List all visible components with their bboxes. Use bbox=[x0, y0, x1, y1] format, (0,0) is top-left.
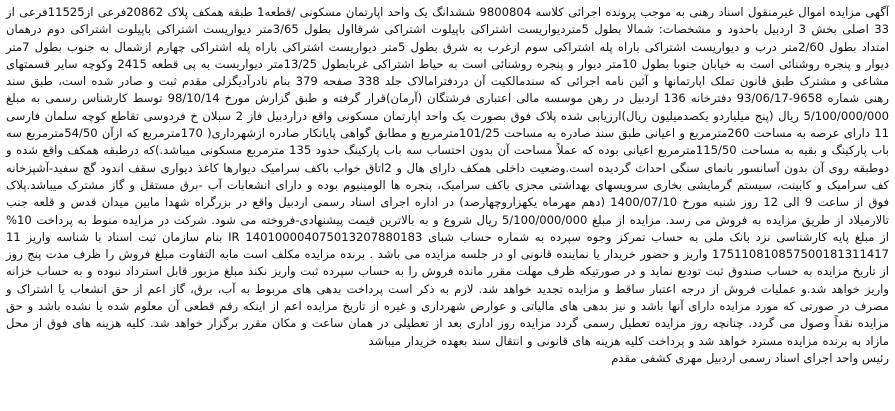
auction-notice-signature: رئیس واحد اجرای اسناد رسمی اردبیل مهری کشفی مقدم bbox=[611, 350, 889, 365]
auction-notice-body: آگهی مزایده اموال غیرمنقول اسناد رهنی به موجب پرونده اجرائی کلاسه 9800804 ششدانگ یک واحد اپارتمان مسکونی /قطعه1 طبقه همکف پلاک 20862فرعی از11525فرعی از 33 اصلی بخش 3 اردبیل باحدود و مشخصات: شمالا بطول 5متردیواریست اشتراکی باپیلوت اشتراکی شرقااول بطول 3/65متر دیواریست اشتراکی باپیلوت اشتراکی دوم درهمان امتداد بطول 2/60متر درب و دیواریست اشتراکی باراه پله اشتراکی سوم ازغرب به شرق بطول 5متر دیواریست اشتراکی باراه پله اشتراکی چهارم ازشمال به جنوب بطول 7متر دیوار و پنجره روشنائی است به خیابان جنوبا بطول 10متر دیوار و پنجره روشنائی است به حیاط اشتراکی غربابطول 13/25متر دیواریست به پی قطعه 2415 وکوچه سایر قسمتهای مشاعی و مشترک طبق قانون تملک اپارتمانها و آئین نامه اجرائی که سندمالکیت آن دردفترامالاک جلد 338 صفحه 379 بنام نادرآدیگزلی مقدم ثبت و صادر شده است، طبق سند رهنی شماره 9658-93/06/17 دفترخانه 136 اردبیل در رهن موسسه مالی اعتباری فرشتگان (آرمان)قرار گرفته و طبق گزارش مورخ 98/10/14 توسط کارشناس رسمی به مبلغ 5/100/000/000 ریال (پنج میلیاردو یکصدمیلیون ریال)ارزیابی شده پلاک فوق بصورت یک واحد اپارتمان مسکونی واقع دراردبیل فاز 2 سبلان خ فردوسی تقاطع کوچه سلمان فارسی 11 دارای عرصه به مساحت 260مترمربع و اعیانی طبق سند صادره به مساحت 101/25مترمربع و مطابق گواهی پایانکار صادره ازشهرداری( 170مترمربع که ازآن 54/50مترمربع سه باب پارکینگ و بقیه به مساحت 115/50مترمربع اعیانی بوده که عملاً مساحت آن بدون احتساب سه باب پارکینگ حدود 135 مترمربع مسکونی میباشد.)که درطبقه همکف واقع شده و دوطبقه روی آن بدون آسانسور بانمای سنگی احداث گردیده است.وضعیت داخلی همکف دارای هال و 2اتاق خواب باکف سرامیک دیوارها کاغذ دیواری سقف اندود گچ سفید-آشپزخانه کف سرامیک و کابینت، سیستم گرمایشی بخاری سرویسهای بهداشتی مجزی باکف سرامیک، پنجره ها الومینیوم بوده و دارای انشعابات آب -برق مستقل و گاز مشترک میباشد.پلاک فوق از ساعت 9 الی 12 روز شنبه مورخ 1400/07/10 (دهم مهرماه یکهزاروچهارصد) در اداره اجرای اسناد رسمی اردبیل واقع در بزرگراه شهدا مابین میدان قدس و قلعه جنب تالارمیلاد از طریق مزایده به فروش می رسد. مزایده از مبلغ 5/100/000/000 ریال شروع و به بالاترین قیمت پیشنهادی-فروخته می شود. شرکت در مزایده منوط به پرداخت 10% از مبلغ پایه کارشناسی نزد بانک ملی به حساب تمرکز وجوه سپرده به شماره حساب شبای 140100004075013207880183 IR بنام سازمان ثبت اسناد با شناسه واریز 11 175110810857500181311417 واریز و حضور خریدار یا نماینده قانونی او در جلسه مزایده می باشد . برنده مزایده مکلف است مابه التفاوت مبلغ فروش را ظرف مدت پنج روز از تاریخ مزایده به حساب صندوق ثبت تودیع نماید و در صورتیکه ظرف مهلت مقرر مانده فروش را به حساب سپرده ثبت واریز نکند مبلغ مزبور قابل استرداد نبوده و به حساب خزانه واریز خواهد شد.و عملیات فروش از درجه اعتبار ساقط و مزایده تجدید خواهد شد. لازم به ذکر است پرداخت بدهی های مربوط به آب، برق، گاز اعم از حق انشعاب یا اشتراک و مصرف در صورتی که مورد مزایده دارای آنها باشد و نیز بدهی های مالیاتی و عوارض شهرداری و غیره از تاریخ مزایده اعم از اینکه رقم قطعی آن معلوم شده یا نشده باشد و حق مزایده نقداً وصول می گردد. چنانچه روز مزایده تعطیل رسمی گردد مزایده روز اداری بعد از تعطیلی در همان ساعت و مکان مقرر برگزار خواهد شد. کلیه هزینه های فوق از محل مازاد به برنده مزایده مسترد خواهد شد و پرداخت کلیه هزینه های قانونی و انتقال سند بعهده خریدار میباشد bbox=[6, 5, 890, 348]
